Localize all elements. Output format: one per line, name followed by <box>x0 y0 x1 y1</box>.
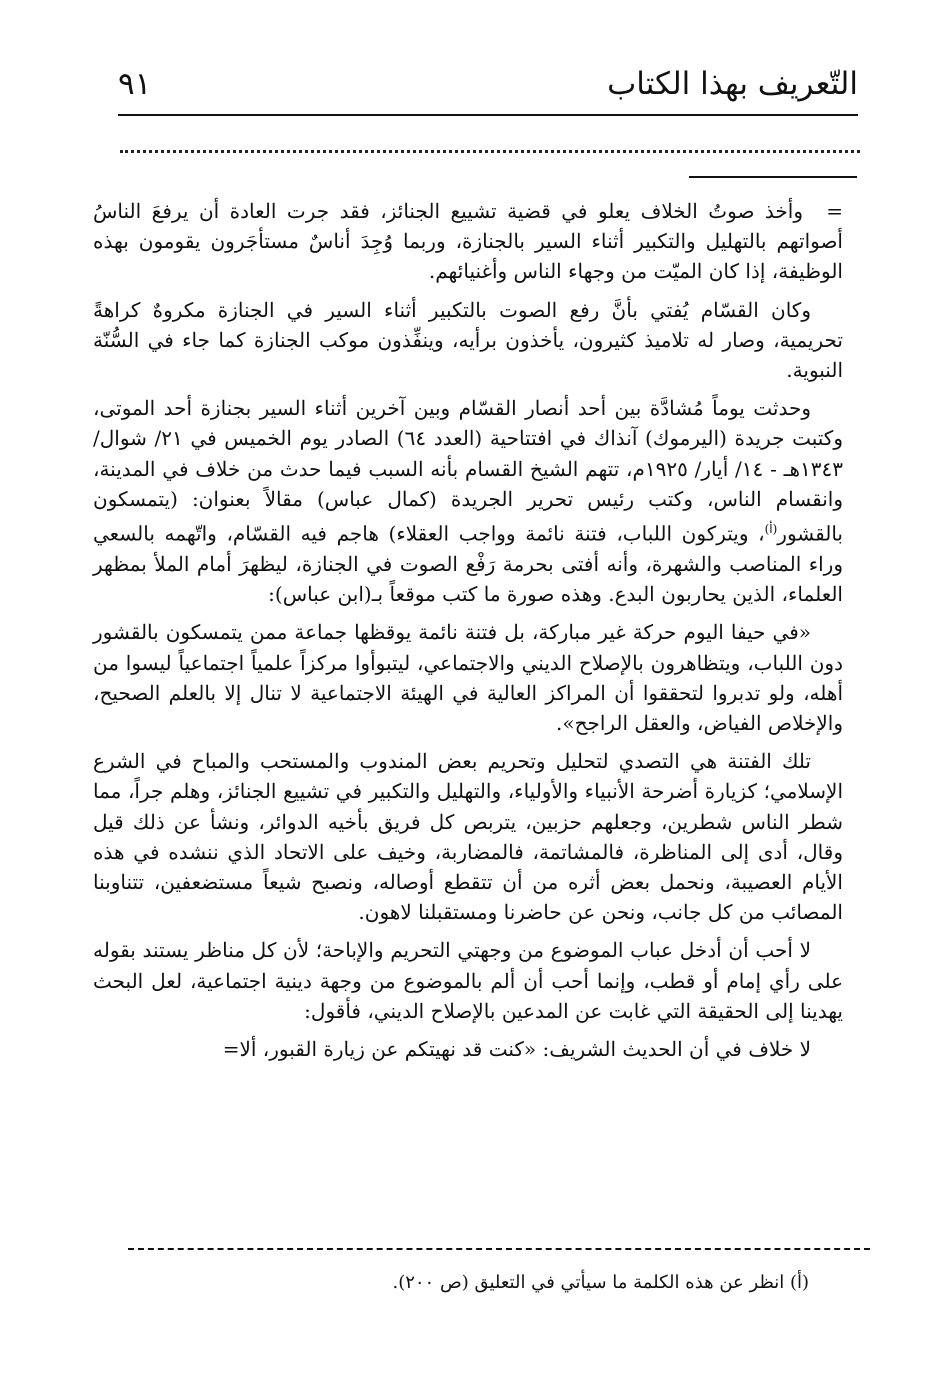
continuation-mark: = <box>826 199 843 223</box>
running-title: التّعريف بهذا الكتاب <box>607 66 858 102</box>
dotted-separator <box>120 150 860 153</box>
footnote-rule <box>128 1248 870 1250</box>
paragraph-5: تلك الفتنة هي التصدي لتحليل وتحريم بعض المندوب والمستحب والمباح في الشرع الإسلامي؛ كزيارة أضرحة الأنبياء والأولياء، والتهليل والتكبير في تشييع الجنائز، وهلم جراً، مما شطر الناس شطرين، وجعلهم حزبين، يتربص كل فريق بأخيه الدوائر، ونشأ عن ذلك قيل وقال، أدى إلى المناظرة، فالمشاتمة، فالمضاربة، وخيف على الاتحاد الذي ننشده في هذه الأيام العصيبة، ونحمل بعض أثره من أن تتقطع أوصاله، ونصبح شيعاً مستضعفين، تتناوبنا المصائب من كل جانب، ونحن عن حاضرنا ومستقبلنا لاهون. <box>93 749 843 925</box>
paragraph-1: =وأخذ صوتُ الخلاف يعلو في قضية تشييع الجنائز، فقد جرت العادة أن يرفعَ الناسُ أصواتهم بالتهليل والتكبير أثناء السير بالجنازة، وربما وُجِدَ أناسٌ مستأجَرون يقومون بهذه الوظيفة، إذا كان الميّت من وجهاء الناس وأغنيائهم. <box>93 196 843 287</box>
header-rule <box>118 114 858 116</box>
body-text <box>93 196 843 1072</box>
quote-paragraph: «في حيفا اليوم حركة غير مباركة، بل فتنة نائمة يوقظها جماعة ممن يتمسكون بالقشور دون اللباب، ويتظاهرون بالإصلاح الديني والاجتماعي، ليتبوأوا مركزاً علمياً اجتماعياً ليسوا من أهله، ولو تدبروا لتحققوا أن المراكز العالية في الهيئة الاجتماعية لا تنال إلا بالعلم الصحيح، والإخلاص الفياض، والعقل الراجح». <box>93 620 843 735</box>
paragraph-7: لا خلاف في أن الحديث الشريف: «كنت قد نهيتكم عن زيارة القبور، ألا= <box>222 1036 811 1061</box>
page-header <box>118 62 858 114</box>
page-number: ٩١ <box>118 66 152 102</box>
paragraph-6: لا أحب أن أدخل عباب الموضوع من وجهتي التحريم والإباحة؛ لأن كل مناظر يستند بقوله على رأي إمام أو قطب، وإنما أحب أن ألم بالموضوع من وجهة دينية اجتماعية، لعل البحث يهدينا إلى الحقيقة التي غابت عن المدعين بالإصلاح الديني، فأقول: <box>93 938 843 1023</box>
paragraph-3: وحدثت يوماً مُشادَّة بين أحد أنصار القسّام وبين آخرين أثناء السير بجنازة أحد الموتى، وكتبت جريدة (اليرموك) آنذاك في افتتاحية (العدد ٦٤) الصادر يوم الخميس في ٢١/ شوال/ ١٣٤٣هـ - ١٤/ أيار/ ١٩٢٥م، تتهم الشيخ القسام بأنه السبب فيما حدث من خلاف في المدينة، وانقسام الناس، وكتب رئيس تحرير الجريدة (كمال عباس) مقالاً بعنوان: (يتمسكون بالقشور$^{(أ)}$، ويتركون اللباب، فتنة نائمة وواجب العقلاء) هاجم فيه القسّام، واتّهمه بالسعي وراء المناصب والشهرة، وأنه أفتى بحرمة رَفْع الصوت في الجنازة، ليظهرَ أمام الملأ بمظهر العلماء، الذين يحاربون البدع. وهذه صورة ما كتب موقعاً بـ(ابن عباس): <box>93 396 843 607</box>
footnote: (أ) انظر عن هذه الكلمة ما سيأتي في التعليق (ص ٢٠٠). <box>392 1272 809 1293</box>
paragraph-2: وكان القسّام يُفتي بأنَّ رفع الصوت بالتكبير أثناء السير في الجنازة مكروهٌ كراهةً تحريمية، وصار له تلاميذ كثيرون، يأخذون برأيه، وينفِّذون موكب الجنازة كما جاء في السُّنّة النبوية. <box>93 297 843 383</box>
footnote-reference: (أ) <box>764 522 778 537</box>
short-separator <box>689 176 857 178</box>
